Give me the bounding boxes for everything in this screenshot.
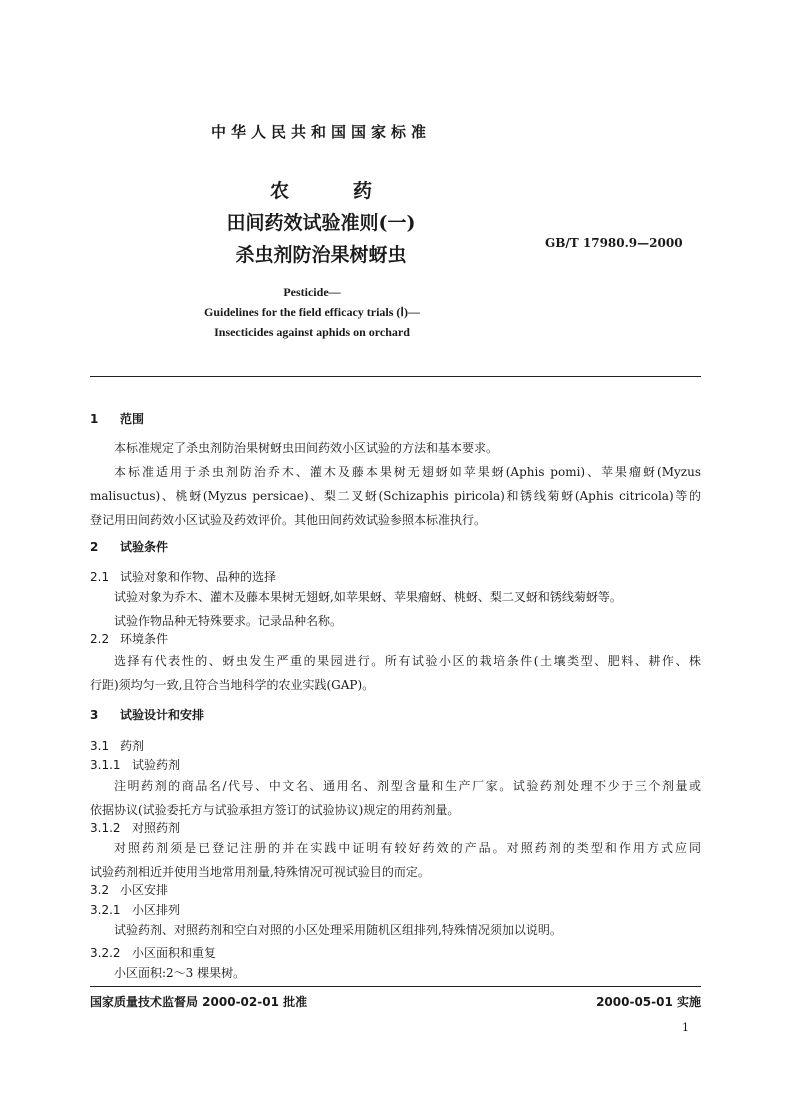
section-number: 3.1.1 bbox=[90, 758, 121, 772]
paragraph-line: 行距)须均匀一致,且符合当地科学的农业实践(GAP)。 bbox=[90, 678, 375, 692]
section-3-2-1-heading bbox=[90, 901, 180, 918]
paragraph-line: 登记用田间药效小区试验及药效评价。其他田间药效试验参照本标准执行。 bbox=[90, 513, 487, 527]
section-number: 3.2.2 bbox=[90, 946, 121, 960]
section-title: 试验设计和安排 bbox=[120, 708, 205, 722]
english-title-line-2: Guidelines for the field efficacy trials (Ⅰ)— bbox=[204, 305, 420, 319]
paragraph: 试验对象为乔木、灌木及藤本果树无翅蚜,如苹果蚜、苹果瘤蚜、桃蚜、梨二叉蚜和锈线菊蚜等。 bbox=[114, 590, 622, 604]
section-number: 2.2 bbox=[90, 632, 110, 646]
section-1-body bbox=[90, 436, 701, 532]
title-char-b: 药 bbox=[353, 180, 373, 202]
paragraph: 本标准规定了杀虫剂防治果树蚜虫田间药效小区试验的方法和基本要求。 bbox=[114, 441, 499, 455]
section-title: 试验条件 bbox=[120, 540, 169, 554]
section-3-2-2-heading bbox=[90, 944, 216, 961]
implementation-date: 2000-05-01 实施 bbox=[596, 995, 701, 1009]
paragraph-line: 选择有代表性的、蚜虫发生严重的果园进行。所有试验小区的栽培条件(土壤类型、肥料、耕作、株 bbox=[114, 654, 701, 668]
section-3-2-1-body bbox=[90, 918, 701, 942]
page-number: 1 bbox=[682, 1021, 689, 1034]
title-char-a: 农 bbox=[269, 180, 289, 202]
section-2-heading bbox=[90, 538, 168, 555]
section-3-1-1-heading bbox=[90, 756, 180, 773]
section-number: 1 bbox=[90, 412, 99, 426]
english-title-line-1: Pesticide— bbox=[283, 285, 341, 299]
section-2-1-body bbox=[90, 585, 701, 633]
standard-code: GB/T 17980.9—2000 bbox=[545, 236, 683, 250]
section-title: 小区面积和重复 bbox=[132, 946, 217, 960]
section-title: 试验药剂 bbox=[132, 758, 181, 772]
section-title: 环境条件 bbox=[120, 632, 169, 646]
section-3-2-2-body bbox=[90, 961, 701, 985]
section-3-heading bbox=[90, 706, 204, 723]
english-title-line-3: Insecticides against aphids on orchard bbox=[214, 325, 410, 339]
section-number: 3.2 bbox=[90, 883, 110, 897]
title-line-1 bbox=[0, 176, 642, 203]
paragraph-line: 依据协议(试验委托方与试验承担方签订的试验协议)规定的用药剂量。 bbox=[90, 803, 460, 817]
standard-organization: 中华人民共和国国家标准 bbox=[210, 123, 431, 141]
paragraph-line: 注明药剂的商品名/代号、中文名、通用名、剂型含量和生产厂家。试验药剂处理不少于三个剂量或 bbox=[114, 779, 701, 793]
section-number: 3 bbox=[90, 708, 99, 722]
approval-line: 国家质量技术监督局 2000-02-01 批准 bbox=[90, 995, 308, 1009]
section-number: 3.1 bbox=[90, 739, 110, 753]
section-3-1-1-body bbox=[90, 774, 701, 822]
paragraph: 试验作物品种无特殊要求。记录品种名称。 bbox=[114, 614, 343, 628]
section-3-1-heading bbox=[90, 737, 144, 754]
section-2-1-heading bbox=[90, 568, 276, 585]
section-number: 2.1 bbox=[90, 570, 110, 584]
section-3-2-heading bbox=[90, 881, 168, 898]
title-line-2: 田间药效试验准则(一) bbox=[226, 212, 416, 234]
section-number: 3.2.1 bbox=[90, 903, 121, 917]
section-title: 小区排列 bbox=[132, 903, 181, 917]
section-title: 试验对象和作物、品种的选择 bbox=[120, 570, 277, 584]
section-number: 2 bbox=[90, 540, 99, 554]
paragraph-line: 本标准适用于杀虫剂防治乔木、灌木及藤本果树无翅蚜如苹果蚜(Aphis pomi)、苹果瘤蚜(Myzus bbox=[114, 465, 701, 479]
section-2-2-body bbox=[90, 649, 701, 697]
section-number: 3.1.2 bbox=[90, 821, 121, 835]
paragraph-line: 对照药剂须是已登记注册的并在实践中证明有较好药效的产品。对照药剂的类型和作用方式应同 bbox=[114, 841, 701, 855]
section-1-heading bbox=[90, 410, 144, 427]
paragraph-line: malisuctus)、桃蚜(Myzus persicae)、梨二叉蚜(Schizaphis piricola)和锈线菊蚜(Aphis citricola)等的 bbox=[90, 489, 701, 503]
section-3-1-2-heading bbox=[90, 819, 180, 836]
section-title: 对照药剂 bbox=[132, 821, 181, 835]
footer-divider bbox=[90, 986, 701, 987]
section-title: 小区安排 bbox=[120, 883, 169, 897]
section-title: 范围 bbox=[120, 412, 145, 426]
title-line-3: 杀虫剂防治果树蚜虫 bbox=[235, 244, 407, 266]
section-title: 药剂 bbox=[120, 739, 145, 753]
paragraph-line: 试验药剂相近并使用当地常用剂量,特殊情况可视试验目的而定。 bbox=[90, 865, 430, 879]
section-3-1-2-body bbox=[90, 836, 701, 884]
section-2-2-heading bbox=[90, 630, 168, 647]
paragraph: 试验药剂、对照药剂和空白对照的小区处理采用随机区组排列,特殊情况须加以说明。 bbox=[114, 923, 562, 937]
header-divider bbox=[90, 376, 701, 377]
paragraph: 小区面积:2～3 棵果树。 bbox=[114, 966, 246, 980]
